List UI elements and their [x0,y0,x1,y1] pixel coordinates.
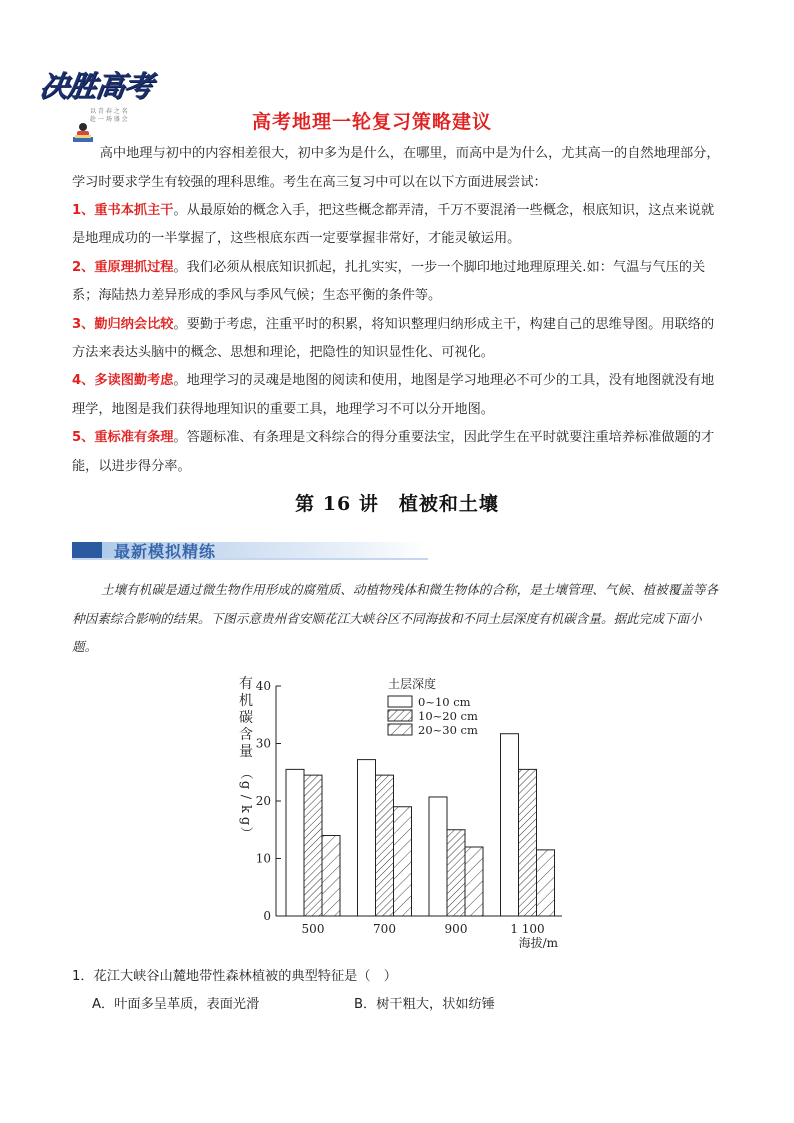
y-axis-label-char: 有 [239,676,253,692]
bar-0~10 cm-1 100 [501,734,519,916]
tip-number: 4、 [72,373,95,389]
bar-10~20 cm-900 [447,830,465,916]
tip-2 [72,254,722,311]
intro-paragraph [72,140,722,198]
tip-5 [72,424,722,481]
bar-0~10 cm-900 [429,797,447,916]
y-axis-label-char: ） [238,826,253,840]
section-header [72,538,432,562]
y-axis-label-char: 含 [239,727,253,743]
intro-text: 高中地理与初中的内容相差很大，初中多为是什么，在哪里，而高中是为什么，尤其高一的自然地理部分，学习时要求学生有较强的理科思维。考生在高三复习中可以在以下方面进展尝试： [72,146,720,190]
tip-text: 。要勤于考虑，注重平时的积累，将知识整理归纳形成主干，构建自己的思维导图。用联络的方法来表达头脑中的概念、思想和理论，把隐性的知识显性化、可视化。 [72,316,715,361]
tip-4 [72,367,722,424]
reading-passage [72,576,722,662]
lecture-title: 第 16 讲 植被和土壤 [295,493,499,515]
tip-text: 。答题标准、有条理是文科综合的得分重要法宝，因此学生在平时就要注重培养标准做题的才能，以进步得分率。 [72,430,715,474]
x-tick-label: 700 [373,922,396,936]
tip-number: 3、 [72,316,95,332]
tip-number: 5、 [72,430,95,446]
bar-10~20 cm-500 [304,775,322,916]
tip-number: 2、 [72,259,95,275]
legend-swatch [388,724,412,735]
y-axis-label-char: g [238,780,253,790]
y-tick-label: 20 [255,794,271,808]
option-a[interactable]: A．叶面多呈革质，表面光滑 [92,997,260,1012]
logo-text: 决胜高考 [37,69,155,103]
bar-20~30 cm-1 100 [537,850,555,916]
logo-slogan-line2: 赴 一 场 盛 会 [90,116,128,123]
bar-20~30 cm-900 [465,847,483,916]
y-axis-label-char: k [238,805,253,813]
question-stem: 1．花江大峡谷山麓地带性森林植被的典型特征是（ ） [72,969,397,984]
bar-0~10 cm-700 [358,760,376,916]
y-axis-label-char: 碳 [239,710,253,726]
y-tick-label: 30 [255,736,271,751]
legend-entry: 10~20 cm [418,709,478,723]
tip-keyword: 勤归纳会比较 [94,316,174,332]
brand-logo [37,64,165,146]
tip-keyword: 多读图勤考虑 [94,373,174,389]
x-axis-label: 海拔/m [518,936,558,950]
logo-slogan-line1: 以 青 春 之 名 [90,108,128,115]
y-axis-label-char: （ [238,766,253,780]
legend-swatch [388,696,412,707]
y-axis-label-char: 机 [239,693,253,709]
document-title: 高考地理一轮复习策略建议 [252,111,493,133]
tip-keyword: 重标准有条理 [94,430,174,446]
x-tick-label: 1 100 [510,922,545,936]
legend-entry: 20~30 cm [418,723,478,737]
tip-text: 。从最原始的概念入手，把这些概念都弄清，千万不要混淆一些概念，根底知识，这点来说就是地理成功的一半掌握了，这些根底东西一定要掌握非常好，才能灵敏运用。 [72,203,715,247]
tips-list [72,197,722,481]
section-header-block [72,542,102,558]
bar-20~30 cm-700 [394,807,412,916]
x-tick-label: 900 [444,922,468,936]
tip-3 [72,311,722,368]
legend-title: 土层深度 [388,677,437,691]
y-axis-label-char: 量 [239,744,253,760]
bar-20~30 cm-500 [322,836,340,917]
organic-carbon-bar-chart [220,668,570,958]
bar-0~10 cm-500 [286,769,304,916]
tip-number: 1、 [72,203,95,218]
x-tick-label: 500 [301,922,325,936]
tip-keyword: 重原理抓过程 [94,259,174,275]
legend-swatch [388,710,412,721]
passage-text: 土壤有机碳是通过微生物作用形成的腐殖质、动植物残体和微生物体的合称，是土壤管理、气候、植被覆盖等各种因素综合影响的结果。下图示意贵州省安顺花江大峡谷区不同海拔和不同土层深度有机碳含量。据此完成下面小题。 [72,582,719,655]
y-tick-label: 10 [255,851,271,866]
tip-1 [72,197,722,254]
y-tick-label: 40 [255,679,271,693]
answer-options [92,994,732,1016]
tip-text: 。地理学习的灵魂是地图的阅读和使用，地图是学习地理必不可少的工具，没有地图就没有地理学，地图是我们获得地理知识的重要工具，地理学习不可以分开地图。 [72,373,715,417]
y-axis-label-char: g [238,816,253,826]
y-axis-label-char: / [238,794,253,800]
bar-10~20 cm-1 100 [519,769,537,916]
tip-keyword: 重书本抓主干 [94,203,174,218]
section-header-label: 最新模拟精练 [114,542,217,561]
y-tick-label: 0 [263,909,271,923]
bar-10~20 cm-700 [376,775,394,916]
option-b[interactable]: B．树干粗大，状如纺锤 [354,997,495,1012]
legend-entry: 0~10 cm [418,695,471,709]
tip-text: 。我们必须从根底知识抓起，扎扎实实，一步一个脚印地过地理原理关.如：气温与气压的关系；海陆热力差异形成的季风与季风气候；生态平衡的条件等。 [72,259,706,304]
